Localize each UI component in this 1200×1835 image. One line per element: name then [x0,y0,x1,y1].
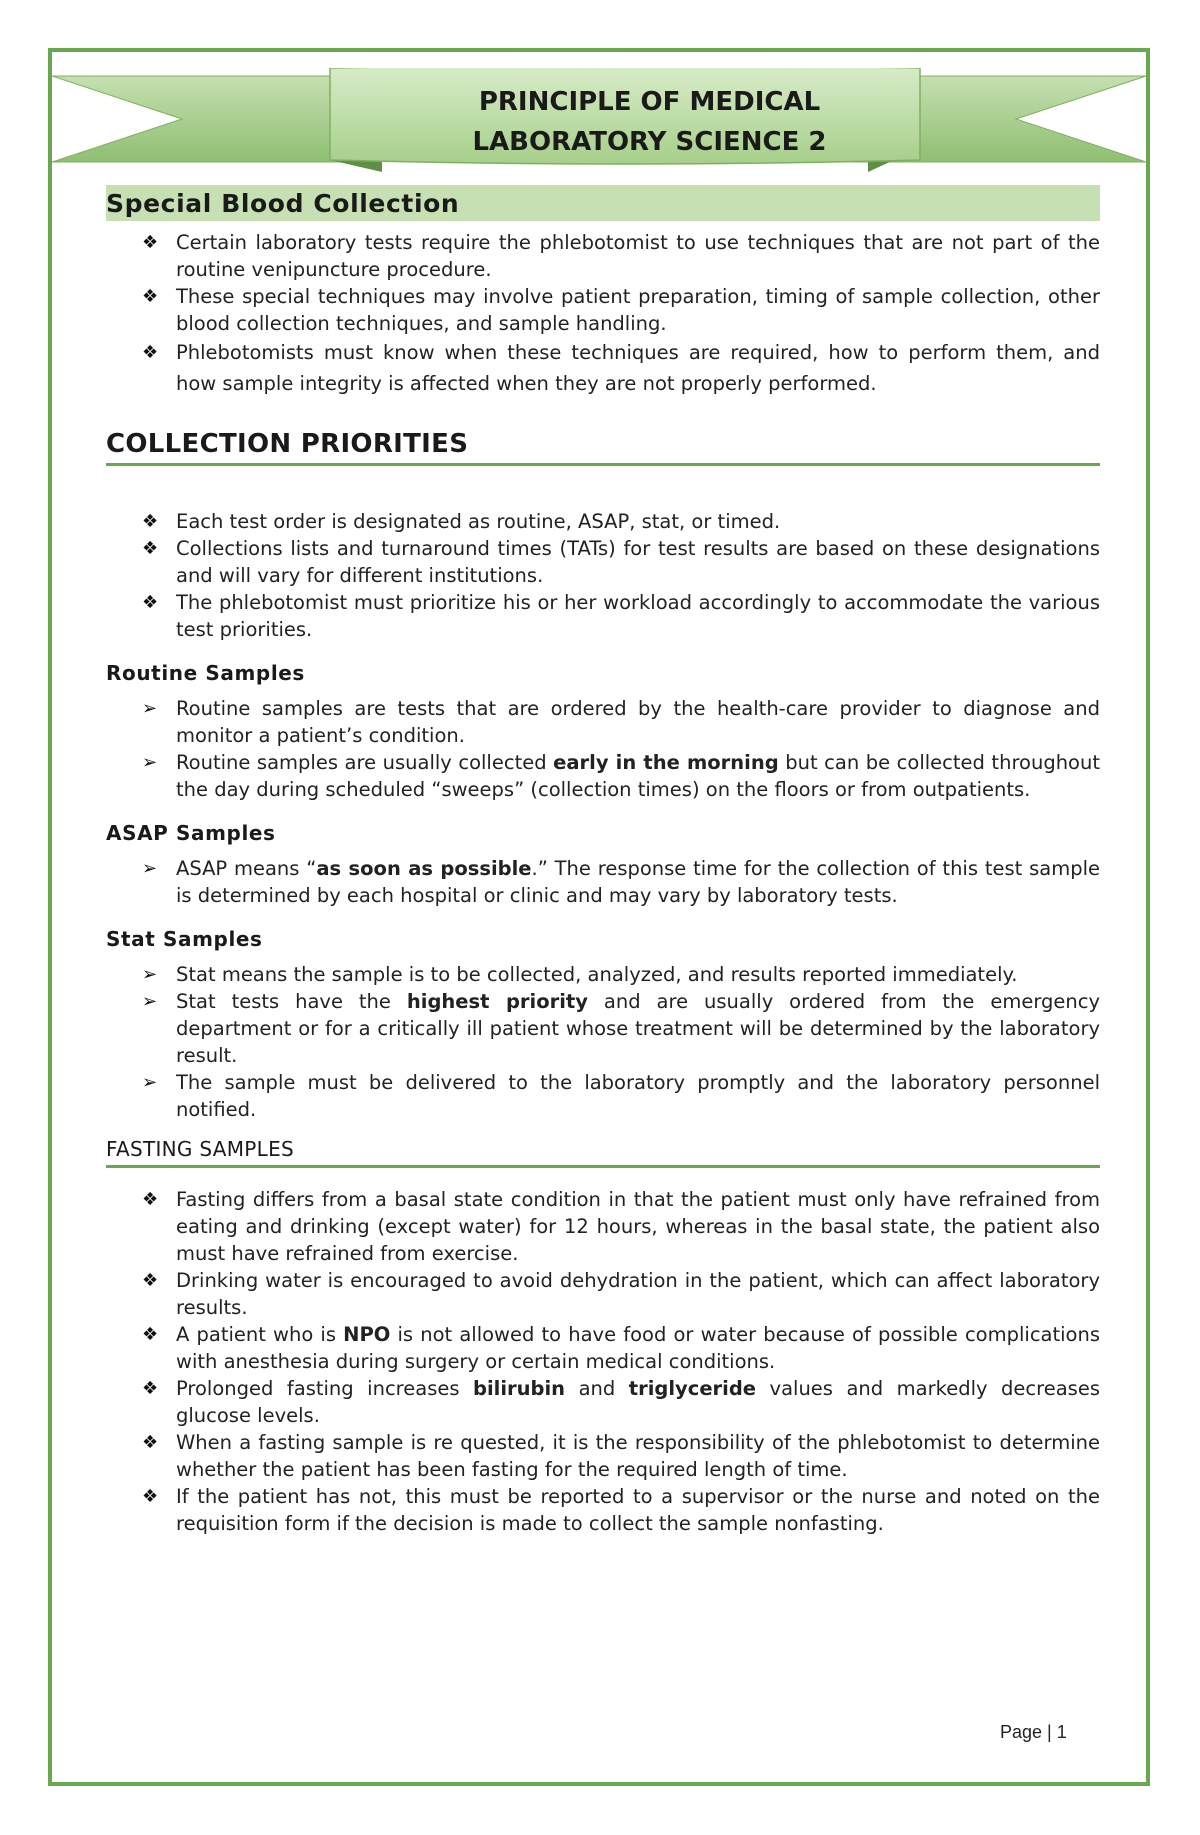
list-item: ❖ Certain laboratory tests require the phlebotomist to use techniques that are not part of the routine venipuncture procedure. [142,231,1100,281]
asap-samples-heading: ASAP Samples [106,821,276,845]
list-item: ❖ When a fasting sample is re quested, it is the responsibility of the phlebotomist to determine whether the patient has been fasting for the required length of time. [142,1431,1100,1481]
diamond-bullet-icon: ❖ [142,538,159,559]
fasting-list [106,1186,1100,1537]
priorities-list [106,508,1100,643]
page-content [106,185,1100,1537]
document-title [382,68,917,176]
diamond-bullet-icon: ❖ [142,1486,159,1507]
list-item: ➢ Routine samples are usually collected early in the morning but can be collected throughout the day during scheduled “sweeps” (collection times) on the floors or from outpatients. [142,751,1100,801]
list-item: ➢ Stat means the sample is to be collected, analyzed, and results reported immediately. [142,963,1018,986]
routine-samples-heading: Routine Samples [106,661,305,685]
diamond-bullet-icon: ❖ [142,1378,159,1399]
title-line-2: LABORATORY SCIENCE 2 [472,127,827,157]
diamond-bullet-icon: ❖ [142,1270,159,1291]
stat-samples-heading: Stat Samples [106,927,263,951]
list-item: ➢ ASAP means “as soon as possible.” The response time for the collection of this test sample is determined by each hospital or clinic and may vary by laboratory tests. [142,857,1100,907]
diamond-bullet-icon: ❖ [142,1189,159,1210]
list-item: ❖ If the patient has not, this must be reported to a supervisor or the nurse and noted on the requisition form if the decision is made to collect the sample nonfasting. [142,1485,1100,1535]
list-item: ❖ The phlebotomist must prioritize his or her workload accordingly to accommodate the various test priorities. [142,591,1100,641]
list-item: ➢ The sample must be delivered to the laboratory promptly and the laboratory personnel notified. [142,1071,1100,1121]
diamond-bullet-icon: ❖ [142,286,159,307]
list-item: ❖ Drinking water is encouraged to avoid dehydration in the patient, which can affect laboratory results. [142,1269,1100,1319]
arrow-bullet-icon: ➢ [142,858,158,879]
arrow-bullet-icon: ➢ [142,698,158,719]
title-line-1: PRINCIPLE OF MEDICAL [478,87,821,117]
list-item: ❖ A patient who is NPO is not allowed to have food or water because of possible complications with anesthesia during surgery or certain medical conditions. [142,1323,1100,1373]
diamond-bullet-icon: ❖ [142,511,159,532]
diamond-bullet-icon: ❖ [142,232,159,253]
list-item: ❖ These special techniques may involve patient preparation, timing of sample collection, other blood collection techniques, and sample handling. [142,285,1100,335]
fasting-samples-heading: FASTING SAMPLES [106,1137,1100,1168]
list-item: ➢ Stat tests have the highest priority and are usually ordered from the emergency department or for a critically ill patient whose treatment will be determined by the laboratory result. [142,990,1101,1067]
page-number: Page | 1 [1000,1722,1067,1742]
special-blood-collection-heading: Special Blood Collection [106,185,1100,221]
routine-list [106,695,1100,803]
diamond-bullet-icon: ❖ [142,592,159,613]
title-banner [52,68,1146,180]
arrow-bullet-icon: ➢ [142,964,158,985]
list-item: ❖ Each test order is designated as routine, ASAP, stat, or timed. [142,510,781,533]
diamond-bullet-icon: ❖ [142,342,159,363]
diamond-bullet-icon: ❖ [142,1432,159,1453]
diamond-bullet-icon: ❖ [142,1324,159,1345]
list-item: ❖ Fasting differs from a basal state condition in that the patient must only have refrained from eating and drinking (except water) for 12 hours, whereas in the basal state, the patient also must have refrained from exercise. [142,1188,1100,1265]
arrow-bullet-icon: ➢ [142,752,158,773]
list-item: ❖ Prolonged fasting increases bilirubin and triglyceride values and markedly decreases glucose levels. [142,1377,1100,1427]
list-item: ❖ Collections lists and turnaround times (TATs) for test results are based on these designations and will vary for different institutions. [142,537,1100,587]
arrow-bullet-icon: ➢ [142,991,158,1012]
arrow-bullet-icon: ➢ [142,1072,158,1093]
asap-list [106,855,1100,909]
list-item: ❖ Phlebotomists must know when these techniques are required, how to perform them, and how sample integrity is affected when they are not properly performed. [106,337,1100,399]
stat-list [106,961,1100,1123]
special-collection-list [106,229,1100,399]
list-item: ➢ Routine samples are tests that are ordered by the health-care provider to diagnose and monitor a patient’s condition. [142,697,1100,747]
collection-priorities-heading: COLLECTION PRIORITIES [106,429,1100,466]
